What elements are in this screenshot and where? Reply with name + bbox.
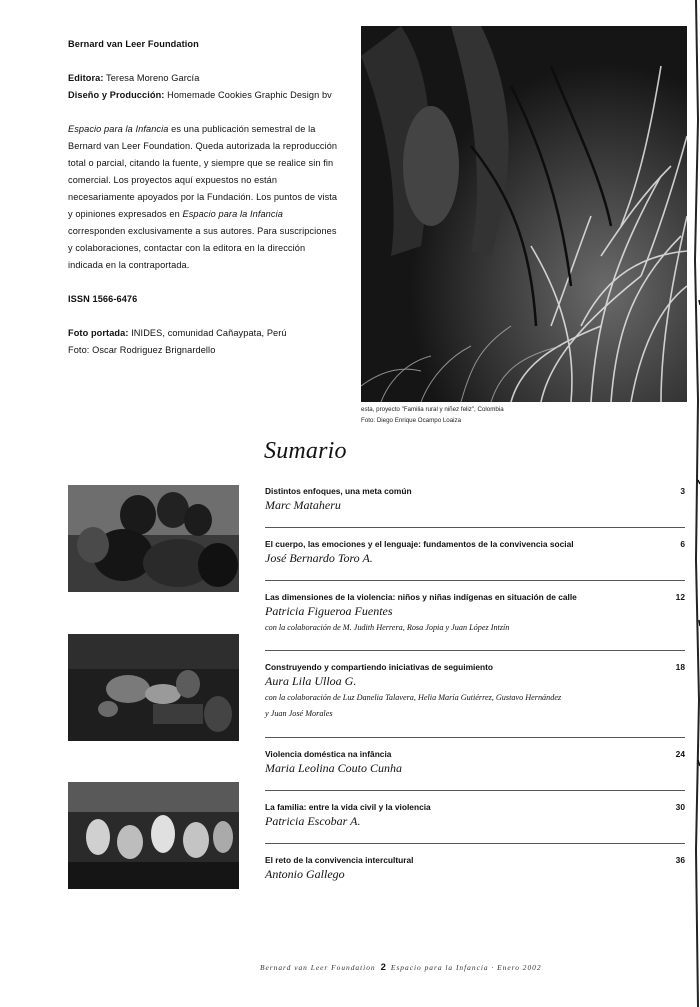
cover-caption	[361, 404, 691, 426]
colophon	[68, 36, 340, 359]
toc-entry-page: 36	[675, 855, 685, 865]
cover-label: Foto portada:	[68, 328, 129, 338]
design-label: Diseño y Producción:	[68, 90, 165, 100]
cover-photo	[361, 26, 687, 402]
grass-photo-illustration	[361, 26, 687, 402]
toc-entry-page: 24	[675, 749, 685, 759]
toc-entry-title: Distintos enfoques, una meta común	[265, 486, 412, 496]
editor-label: Editora:	[68, 73, 104, 83]
toc-entry-page: 3	[680, 486, 685, 496]
toc-entry-author: Patricia Escobar A.	[265, 814, 361, 828]
toc-entry[interactable]	[265, 855, 685, 883]
toc-entry-page: 18	[675, 662, 685, 672]
issn: ISSN 1566-6476	[68, 294, 138, 304]
toc-entry-collaborators: con la colaboración de M. Judith Herrera, Rosa Jopia y Juan López Intzín	[265, 623, 510, 632]
toc-entry-title: El cuerpo, las emociones y el lenguaje: fundamentos de la convivencia social	[265, 539, 574, 549]
scan-edge-artifact	[690, 0, 700, 1007]
toc-entry-title: El reto de la convivencia intercultural	[265, 855, 414, 865]
thumbnail-photo-3	[68, 782, 239, 889]
toc-entry[interactable]	[265, 802, 685, 830]
classroom-photo-illustration	[68, 782, 239, 889]
page-footer	[260, 962, 690, 973]
cover-caption-line-2: Foto: Diego Enrique Ocampo Loaiza	[361, 417, 462, 424]
toc-entry[interactable]	[265, 539, 685, 567]
cover-value: INIDES, comunidad Cañaypata, Perú	[128, 328, 287, 338]
page-number: 2	[380, 962, 386, 973]
toc-entry-page: 30	[675, 802, 685, 812]
toc-entry-page: 12	[675, 592, 685, 602]
divider	[265, 527, 685, 528]
toc-entry-collaborators: con la colaboración de Luz Danelia Talavera, Helia María Gutiérrez, Gustavo Hernández y Juan José Morales	[265, 693, 562, 718]
group-photo-illustration	[68, 634, 239, 741]
design-value: Homemade Cookies Graphic Design bv	[164, 90, 332, 100]
toc-entry[interactable]	[265, 662, 685, 722]
toc-entry-title: Las dimensiones de la violencia: niños y niñas indígenas en situación de calle	[265, 592, 577, 602]
toc-entry-author: Marc Mataheru	[265, 498, 341, 512]
publication-name-inline: Espacio para la Infancia	[182, 209, 283, 219]
toc-entry-title: La familia: entre la vida civil y la violencia	[265, 802, 431, 812]
credits	[68, 70, 340, 104]
divider	[265, 737, 685, 738]
footer-right: Espacio para la Infancia · Enero 2002	[390, 963, 542, 972]
divider	[265, 843, 685, 844]
publication-text-1: es una publicación semestral de la Bernard van Leer Foundation. Queda autorizada la reproducción total o parcial, citando la fuente, y siempre que se realice sin fin comercial. Los proyectos aquí expuestos no están necesariamente apoyados por la Fundación. Los puntos de vista y opiniones expresados en	[68, 124, 338, 219]
toc-entry-author: Aura Lila Ulloa G.	[265, 674, 357, 688]
children-photo-illustration	[68, 485, 239, 592]
sumario-title: Sumario	[264, 438, 347, 464]
toc-entry-author: Antonio Gallego	[265, 867, 345, 881]
toc-entry-author: Maria Leolina Couto Cunha	[265, 761, 403, 775]
cover-caption-line-1: esta, proyecto "Familia rural y niñez feliz", Colombia	[361, 406, 504, 413]
toc-entry-page: 6	[680, 539, 685, 549]
publication-name: Espacio para la Infancia	[68, 124, 169, 134]
toc-entry-author: José Bernardo Toro A.	[265, 551, 373, 565]
publication-text-2: corresponden exclusivamente a sus autores. Para suscripciones y colaboraciones, contactar con la editora en la dirección indicada en la contraportada.	[68, 226, 337, 270]
footer-left: Bernard van Leer Foundation	[260, 963, 376, 972]
publication-notice	[68, 121, 340, 274]
divider	[265, 790, 685, 791]
cover-credit	[68, 325, 340, 342]
divider	[265, 580, 685, 581]
toc-entry[interactable]	[265, 486, 685, 514]
publisher-name: Bernard van Leer Foundation	[68, 39, 199, 49]
design-line	[68, 87, 340, 104]
editor-value: Teresa Moreno García	[103, 73, 200, 83]
toc-entry-title: Construyendo y compartiendo iniciativas de seguimiento	[265, 662, 494, 672]
editor-line	[68, 70, 340, 87]
toc-entry-author: Patricia Figueroa Fuentes	[265, 604, 393, 618]
divider	[265, 650, 685, 651]
thumbnail-photo-1	[68, 485, 239, 592]
thumbnail-photo-2	[68, 634, 239, 741]
toc-entry[interactable]	[265, 749, 685, 777]
toc-entry[interactable]	[265, 592, 685, 636]
toc-entry-title: Violencia doméstica na infância	[265, 749, 392, 759]
photo-credit: Foto: Oscar Rodriguez Brignardello	[68, 345, 216, 355]
